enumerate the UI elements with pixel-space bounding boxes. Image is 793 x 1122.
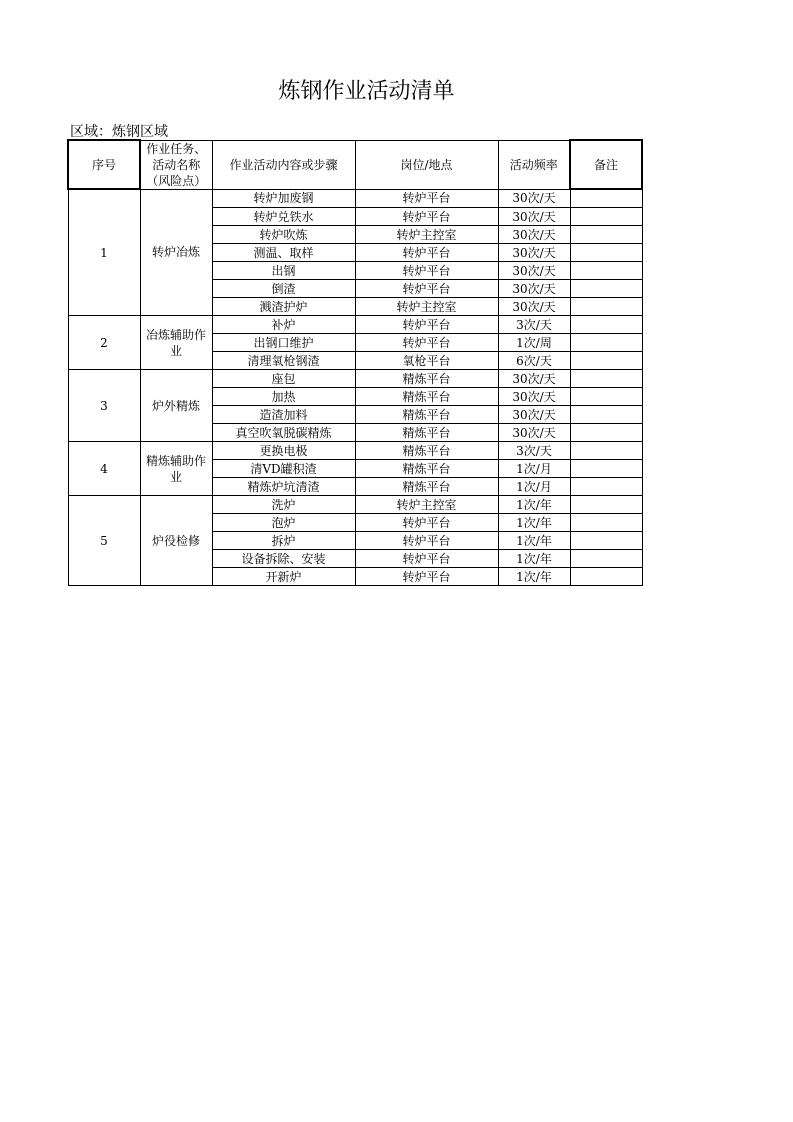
frequency-cell: 1次/年	[498, 496, 570, 514]
place-cell: 转炉平台	[355, 550, 498, 568]
table-row	[68, 189, 642, 208]
step-cell: 转炉兑铁水	[212, 208, 355, 226]
note-cell	[570, 208, 642, 226]
group-number: 1	[68, 189, 140, 316]
header-row	[68, 140, 642, 189]
place-cell: 转炉平台	[355, 568, 498, 586]
place-cell: 精炼平台	[355, 388, 498, 406]
group-task: 冶炼辅助作业	[140, 316, 212, 370]
place-cell: 精炼平台	[355, 424, 498, 442]
frequency-cell: 6次/天	[498, 352, 570, 370]
frequency-cell: 30次/天	[498, 244, 570, 262]
place-cell: 精炼平台	[355, 370, 498, 388]
place-cell: 转炉平台	[355, 208, 498, 226]
place-cell: 转炉主控室	[355, 298, 498, 316]
note-cell	[570, 442, 642, 460]
frequency-cell: 1次/年	[498, 514, 570, 532]
frequency-cell: 30次/天	[498, 370, 570, 388]
step-cell: 更换电极	[212, 442, 355, 460]
header-step: 作业活动内容或步骤	[212, 140, 355, 189]
place-cell: 转炉主控室	[355, 496, 498, 514]
group-task: 转炉冶炼	[140, 189, 212, 316]
place-cell: 氧枪平台	[355, 352, 498, 370]
frequency-cell: 1次/周	[498, 334, 570, 352]
note-cell	[570, 298, 642, 316]
step-cell: 倒渣	[212, 280, 355, 298]
place-cell: 精炼平台	[355, 460, 498, 478]
step-cell: 清理氧枪钢渣	[212, 352, 355, 370]
frequency-cell: 1次/年	[498, 550, 570, 568]
note-cell	[570, 478, 642, 496]
header-no: 序号	[68, 140, 140, 189]
note-cell	[570, 514, 642, 532]
step-cell: 转炉吹炼	[212, 226, 355, 244]
note-cell	[570, 388, 642, 406]
place-cell: 转炉平台	[355, 244, 498, 262]
frequency-cell: 30次/天	[498, 406, 570, 424]
step-cell: 造渣加料	[212, 406, 355, 424]
note-cell	[570, 406, 642, 424]
frequency-cell: 30次/天	[498, 189, 570, 208]
frequency-cell: 1次/月	[498, 478, 570, 496]
group-number: 4	[68, 442, 140, 496]
note-cell	[570, 352, 642, 370]
table-row	[68, 496, 642, 514]
note-cell	[570, 226, 642, 244]
place-cell: 转炉主控室	[355, 226, 498, 244]
frequency-cell: 1次/年	[498, 568, 570, 586]
group-number: 3	[68, 370, 140, 442]
area-label: 区域：炼钢区域	[70, 124, 168, 140]
note-cell	[570, 496, 642, 514]
step-cell: 补炉	[212, 316, 355, 334]
frequency-cell: 1次/年	[498, 532, 570, 550]
place-cell: 转炉平台	[355, 334, 498, 352]
header-place: 岗位/地点	[355, 140, 498, 189]
step-cell: 真空吹氧脱碳精炼	[212, 424, 355, 442]
frequency-cell: 3次/天	[498, 316, 570, 334]
frequency-cell: 1次/月	[498, 460, 570, 478]
note-cell	[570, 568, 642, 586]
note-cell	[570, 262, 642, 280]
frequency-cell: 30次/天	[498, 298, 570, 316]
note-cell	[570, 424, 642, 442]
step-cell: 测温、取样	[212, 244, 355, 262]
frequency-cell: 3次/天	[498, 442, 570, 460]
group-task: 炉外精炼	[140, 370, 212, 442]
step-cell: 精炼炉坑清渣	[212, 478, 355, 496]
header-task: 作业任务、活动名称（风险点）	[140, 140, 212, 189]
step-cell: 开新炉	[212, 568, 355, 586]
group-number: 5	[68, 496, 140, 586]
step-cell: 转炉加废钢	[212, 189, 355, 208]
table-row	[68, 316, 642, 334]
page-title: 炼钢作业活动清单	[278, 79, 455, 104]
step-cell: 出钢口维护	[212, 334, 355, 352]
step-cell: 清VD罐积渣	[212, 460, 355, 478]
group-task: 精炼辅助作业	[140, 442, 212, 496]
group-task: 炉役检修	[140, 496, 212, 586]
frequency-cell: 30次/天	[498, 226, 570, 244]
step-cell: 加热	[212, 388, 355, 406]
note-cell	[570, 244, 642, 262]
note-cell	[570, 370, 642, 388]
step-cell: 溅渣护炉	[212, 298, 355, 316]
note-cell	[570, 550, 642, 568]
step-cell: 设备拆除、安装	[212, 550, 355, 568]
place-cell: 转炉平台	[355, 280, 498, 298]
note-cell	[570, 460, 642, 478]
header-frequency: 活动频率	[498, 140, 570, 189]
frequency-cell: 30次/天	[498, 262, 570, 280]
place-cell: 精炼平台	[355, 442, 498, 460]
frequency-cell: 30次/天	[498, 424, 570, 442]
activity-table	[67, 139, 643, 586]
table-row	[68, 370, 642, 388]
note-cell	[570, 316, 642, 334]
header-note: 备注	[570, 140, 642, 189]
note-cell	[570, 334, 642, 352]
step-cell: 洗炉	[212, 496, 355, 514]
note-cell	[570, 532, 642, 550]
frequency-cell: 30次/天	[498, 208, 570, 226]
place-cell: 转炉平台	[355, 532, 498, 550]
table-row	[68, 442, 642, 460]
step-cell: 泡炉	[212, 514, 355, 532]
step-cell: 座包	[212, 370, 355, 388]
place-cell: 转炉平台	[355, 189, 498, 208]
group-number: 2	[68, 316, 140, 370]
step-cell: 出钢	[212, 262, 355, 280]
place-cell: 精炼平台	[355, 478, 498, 496]
note-cell	[570, 280, 642, 298]
place-cell: 转炉平台	[355, 514, 498, 532]
frequency-cell: 30次/天	[498, 388, 570, 406]
place-cell: 转炉平台	[355, 262, 498, 280]
frequency-cell: 30次/天	[498, 280, 570, 298]
place-cell: 转炉平台	[355, 316, 498, 334]
note-cell	[570, 189, 642, 208]
step-cell: 拆炉	[212, 532, 355, 550]
place-cell: 精炼平台	[355, 406, 498, 424]
